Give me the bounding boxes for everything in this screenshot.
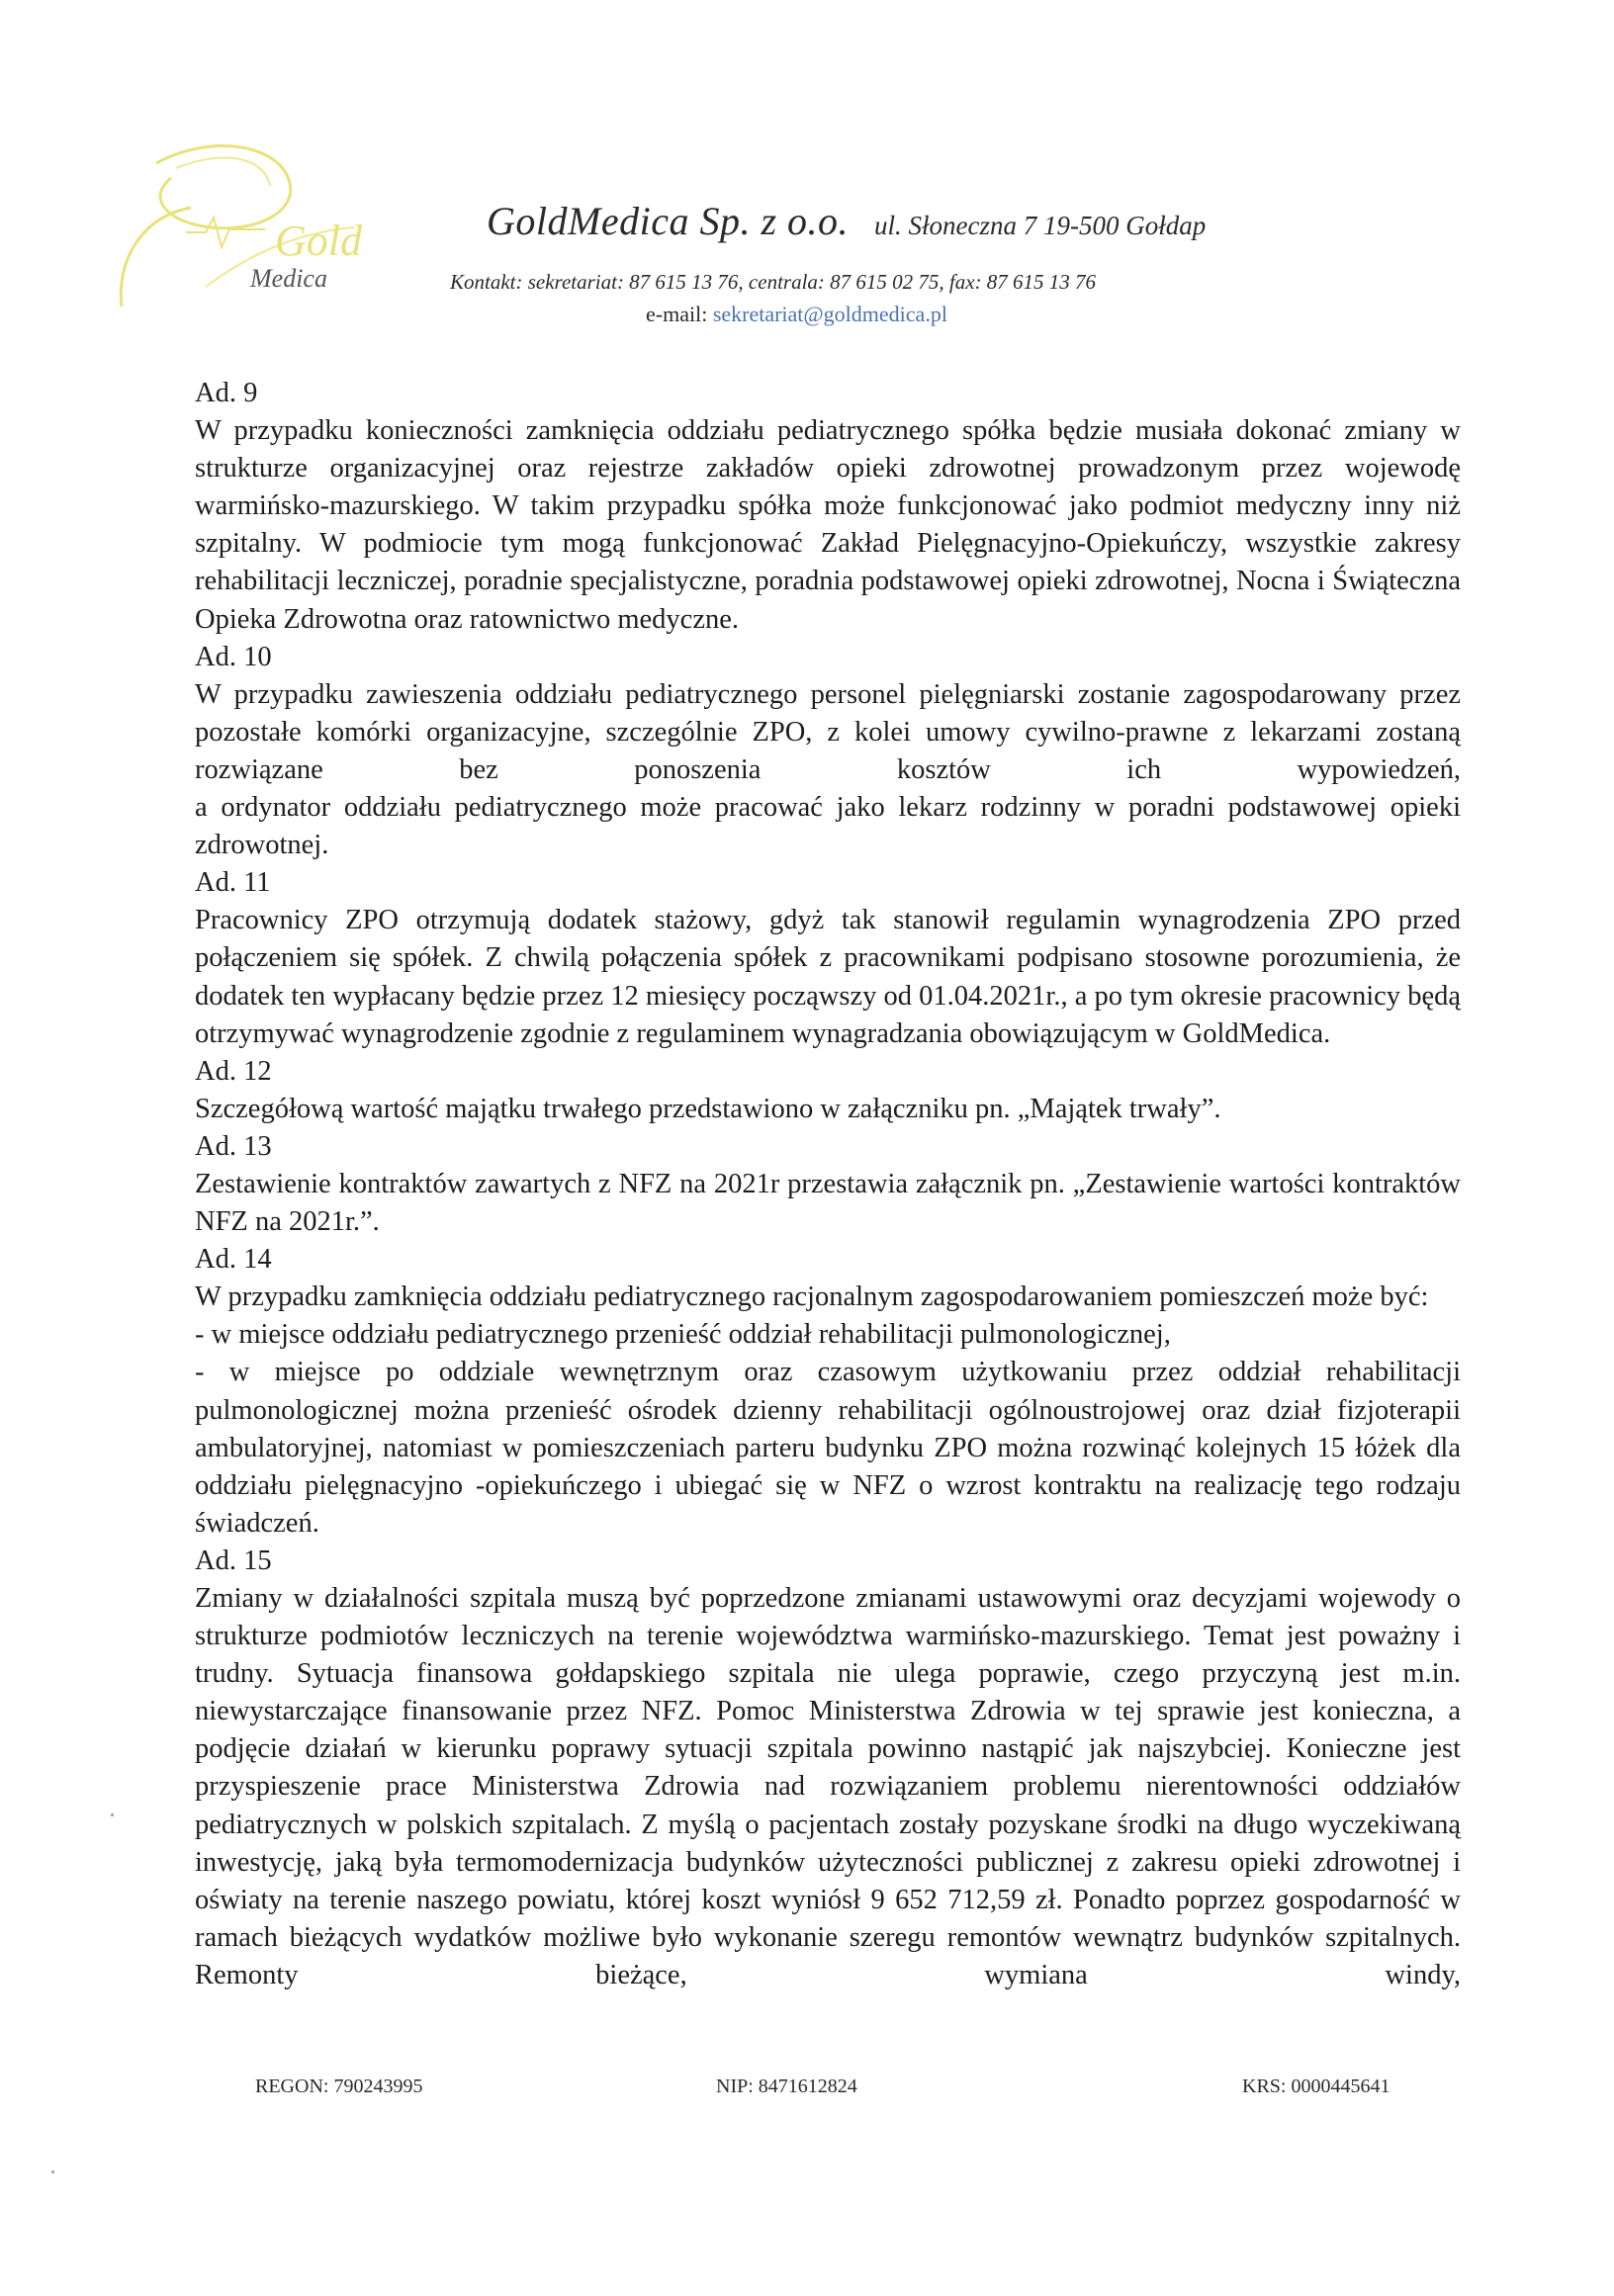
section-heading: Ad. 15 [195,1545,272,1576]
section-list-item: - w miejsce oddziału pediatrycznego przenieść oddział rehabilitacji pulmonologicznej, [195,1319,1171,1351]
section-paragraph: W przypadku zawieszenia oddziału pediatrycznego personel pielęgniarski zostanie zagospodarowany przez pozostałe komórki organizacyjne, szczególnie ZPO, z kolei umowy cywilno-prawne z lekarzami zostaną rozwiązane bez ponoszenia kosztów ich wypowiedzeń, [195,678,1461,785]
section-heading: Ad. 10 [195,641,272,672]
company-address: ul. Słoneczna 7 19-500 Gołdap [874,211,1207,240]
footer-nip: NIP: 8471612824 [716,2075,857,2097]
footer-regon: REGON: 790243995 [255,2075,423,2097]
section-heading: Ad. 13 [195,1130,272,1162]
document-body [195,375,1461,1994]
company-logo [117,138,374,316]
scan-speck [51,2170,54,2173]
section-paragraph: Pracownicy ZPO otrzymują dodatek stażowy, gdyż tak stanowił regulamin wynagrodzenia ZPO przed połączeniem się spółek. Z chwilą połączenia spółek z pracownikami podpisano stosowne porozumienia, że dodatek ten wypłacany będzie przez 12 miesięcy począwszy od 01.04.2021r., a po tym okresie pracownicy będą otrzymywać wynagrodzenie zgodnie z regulaminem wynagradzania obowiązującym w GoldMedica. [195,905,1461,1049]
section-paragraph: a ordynator oddziału pediatrycznego może pracować jako lekarz rodzinny w poradni podstawowej opieki zdrowotnej. [195,792,1461,861]
section-heading: Ad. 9 [195,378,258,408]
section-paragraph: W przypadku zamknięcia oddziału pediatrycznego racjonalnym zagospodarowaniem pomieszczeń może być: [195,1281,1429,1313]
section-heading: Ad. 14 [195,1244,272,1276]
letterhead-company [487,198,1206,244]
company-name: GoldMedica Sp. z o.o. [487,199,850,243]
section-paragraph: Zestawienie kontraktów zawartych z NFZ na 2021r przestawia załącznik pn. „Zestawienie wartości kontraktów NFZ na 2021r.”. [195,1168,1461,1238]
svg-text:Gold: Gold [275,217,362,265]
section-paragraph: Zmiany w działalności szpitala muszą być poprzedzone zmianami ustawowymi oraz decyzjami wojewody o strukturze podmiotów leczniczych na terenie województwa warmińsko-mazurskiego. Temat jest poważny i trudny. Sytuacja finansowa gołdapskiego szpitala nie ulega poprawie, czego przyczyną jest m.in. niewystarczające finansowanie przez NFZ. Pomoc Ministerstwa Zdrowia w tej sprawie jest konieczna, a podjęcie działań w kierunku poprawy sytuacji szpitala powinno nastąpić jak najszybciej. Konieczne jest przyspieszenie prace Ministerstwa Zdrowia nad rozwiązaniem problemu nierentowności oddziałów pediatrycznych w polskich szpitalach. Z myślą o pacjentach zostały pozyskane środki na długo wyczekiwaną inwestycję, jaką była termomodernizacja budynków użyteczności publicznej z zakresu opieki zdrowotnej i oświaty na terenie naszego powiatu, której koszt wyniósł 9 652 712,59 zł. Ponadto poprzez gospodarność w ramach bieżących wydatków możliwe było wykonanie szeregu remontów wewnątrz budynków szpitalnych. Remonty bieżące, wymiana windy, [195,1583,1461,1990]
scan-speck [111,1813,114,1816]
footer-krs: KRS: 0000445641 [1242,2075,1390,2097]
section-heading: Ad. 11 [195,867,271,899]
letterhead-contact: Kontakt: sekretariat: 87 615 13 76, centrala: 87 615 02 75, fax: 87 615 13 76 [450,270,1097,294]
section-heading: Ad. 12 [195,1055,272,1087]
email-link[interactable]: sekretariat@goldmedica.pl [712,302,947,326]
email-label: e-mail: [646,302,708,326]
section-list-item: - w miejsce po oddziale wewnętrznym oraz czasowym użytkowaniu przez oddział rehabilitacji pulmonologicznej można przenieść ośrodek dzienny rehabilitacji ogólnoustrojowej oraz dział fizjoterapii ambulatoryjnej, natomiast w pomieszczeniach parteru budynku ZPO można rozwinąć kolejnych 15 łóżek dla oddziału pielęgnacyjno -opiekuńczego i ubiegać się w NFZ o wzrost kontraktu na realizację tego rodzaju świadczeń. [195,1357,1461,1539]
section-paragraph: Szczegółową wartość majątku trwałego przedstawiono w załączniku pn. „Majątek trwały”. [195,1093,1221,1124]
letterhead-email [646,302,947,327]
svg-text:Medica: Medica [250,264,327,293]
section-paragraph: W przypadku konieczności zamknięcia oddziału pediatrycznego spółka będzie musiała dokonać zmiany w strukturze organizacyjnej oraz rejestrze zakładów opieki zdrowotnej prowadzonym przez wojewodę warmińsko-mazurskiego. W takim przypadku spółka może funkcjonować jako podmiot medyczny inny niż szpitalny. W podmiocie tym mogą funkcjonować Zakład Pielęgnacyjno-Opiekuńczy, wszystkie zakresy rehabilitacji leczniczej, poradnie specjalistyczne, poradnia podstawowej opieki zdrowotnej, Nocna i Świąteczna Opieka Zdrowotna oraz ratownictwo medyczne. [195,415,1461,635]
